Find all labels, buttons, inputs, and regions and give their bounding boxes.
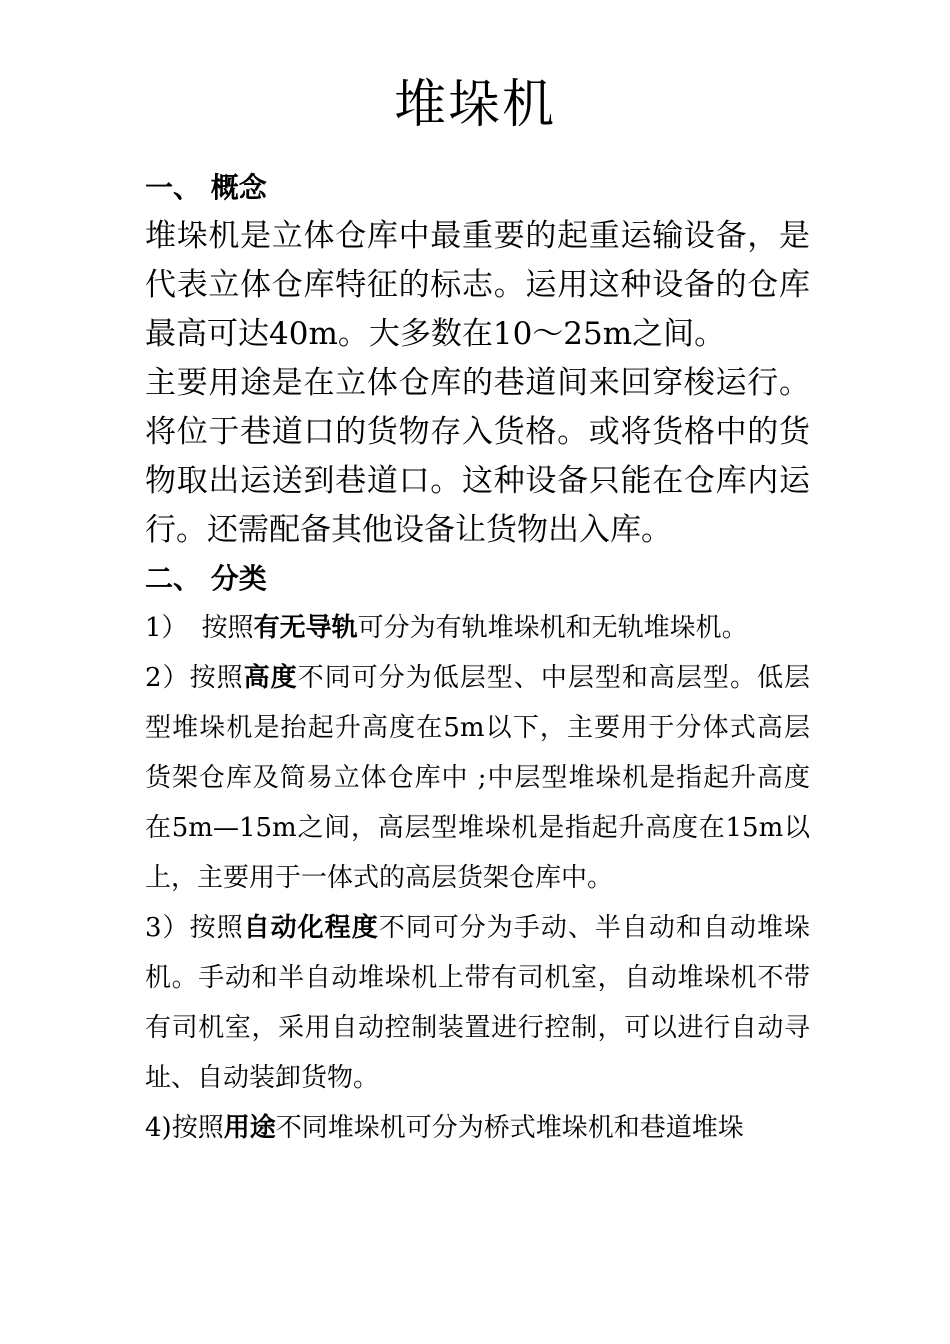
item-number: 1）: [145, 613, 188, 643]
item-prefix: 按照: [189, 663, 244, 693]
concept-paragraph-2: 主要用途是在立体仓库的巷道间来回穿梭运行。将位于巷道口的货物存入货格。或将货格中的货物取出运送到巷道口。这种设备只能在仓库内运行。还需配备其他设备让货物出入库。: [145, 365, 810, 548]
item-text: 不同可分为手动、半自动和自动堆垛机。手动和半自动堆垛机上带有司机室，自动堆垛机不带有司机室，采用自动控制装置进行控制，可以进行自动寻址、自动装卸货物。: [145, 913, 810, 1093]
classification-item-4: [145, 1103, 810, 1153]
classification-item-2: [145, 653, 810, 903]
item-keyword: 有无导轨: [253, 613, 358, 643]
item-text: 不同堆垛机可分为桥式堆垛机和巷道堆垛: [275, 1113, 744, 1143]
item-keyword: 自动化程度: [243, 913, 379, 943]
item-keyword: 用途: [223, 1113, 276, 1143]
page-title: 堆垛机: [393, 75, 556, 135]
document-body: [145, 164, 810, 1153]
section-heading-concept: 一、 概念: [145, 171, 267, 204]
item-text: 可分为有轨堆垛机和无轨堆垛机。: [357, 613, 748, 643]
classification-item-3: [145, 903, 810, 1103]
item-text: 不同可分为低层型、中层型和高层型。低层型堆垛机是抬起升高度在5m以下，主要用于分体式高层货架仓库及简易立体仓库中 ;中层型堆垛机是指起升高度在5m—15m之间，高层型堆垛机是指起升高度在15m以上，主要用于一体式的高层货架仓库中。: [145, 663, 810, 893]
classification-item-1: [145, 603, 810, 653]
item-prefix: 按照: [171, 1113, 224, 1143]
item-keyword: 高度: [243, 663, 298, 693]
item-number: 4): [145, 1113, 172, 1143]
section-heading-classification: 二、 分类: [145, 562, 267, 595]
item-prefix: 按照: [201, 613, 254, 643]
item-number: 2）: [145, 663, 190, 693]
item-prefix: 按照: [189, 913, 244, 943]
concept-paragraph-1: 堆垛机是立体仓库中最重要的起重运输设备，是代表立体仓库特征的标志。运用这种设备的仓库最高可达40m。大多数在10～25m之间。: [145, 218, 810, 352]
item-number: 3）: [145, 913, 190, 943]
